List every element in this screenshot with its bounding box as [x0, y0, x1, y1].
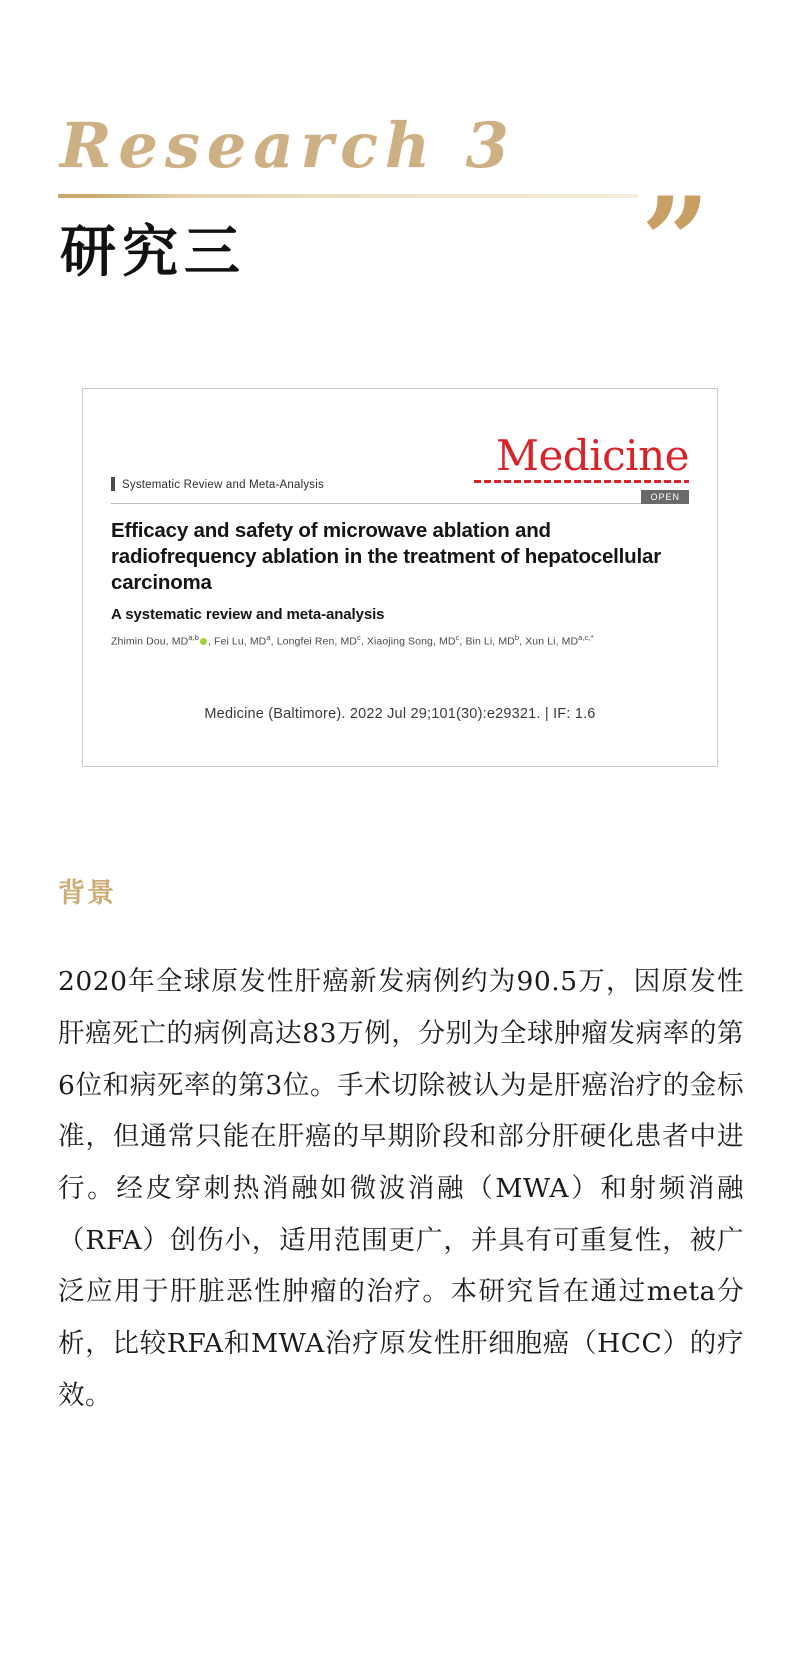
- medicine-wordmark: Medicine: [495, 431, 689, 480]
- author-affil-2: a: [266, 632, 271, 642]
- article-citation: Medicine (Baltimore). 2022 Jul 29;101(30):e29321. | IF: 1.6: [204, 706, 596, 723]
- orcid-icon: [200, 638, 207, 645]
- section-accent-bar: [111, 477, 115, 491]
- author-name-3: , Longfei Ren, MD: [270, 635, 357, 648]
- article-title: Efficacy and safety of microwave ablation and radiofrequency ablation in the treatment of hepatocellular carcinoma: [111, 519, 661, 595]
- background-paragraph: 2020年全球原发性肝癌新发病例约为90.5万，因原发性肝癌死亡的病例高达83万例，分别为全球肿瘤发病率的第6位和病死率的第3位。手术切除被认为是肝癌治疗的金标准，但通常只能在肝癌的早期阶段和部分肝硬化患者中进行。经皮穿刺热消融如微波消融（MWA）和射频消融（RFA）创伤小，适用范围更广，并具有可重复性，被广泛应用于肝脏恶性肿瘤的治疗。本研究旨在通过meta分析，比较RFA和MWA治疗原发性肝细胞癌（HCC）的疗效。: [58, 966, 744, 1411]
- article-section-row: [111, 477, 441, 491]
- open-access-badge: OPEN: [641, 490, 689, 504]
- author-name-1: Zhimin Dou, MD: [111, 635, 189, 648]
- background-section: [0, 767, 800, 1421]
- author-name-4: , Xiaojing Song, MD: [360, 635, 456, 648]
- article-section-label: Systematic Review and Meta-Analysis: [122, 479, 324, 491]
- page-title: 研究三: [60, 219, 246, 286]
- author-name-2: , Fei Lu, MD: [207, 635, 267, 648]
- author-affil-5: b: [514, 632, 520, 642]
- poster-header: [0, 0, 800, 312]
- author-affil-4: c: [455, 632, 460, 642]
- author-name-5: , Bin Li, MD: [459, 635, 515, 648]
- author-affil-1: a,b: [188, 632, 199, 642]
- journal-card-top: [111, 413, 689, 502]
- quote-mark-icon: ”: [640, 171, 704, 312]
- article-subtitle: A systematic review and meta-analysis: [111, 605, 385, 623]
- medicine-logo: [474, 431, 689, 505]
- article-authors: [111, 633, 689, 649]
- research-script-title: Research 3: [60, 109, 516, 182]
- author-affil-3: c: [356, 632, 361, 642]
- journal-article-card: [82, 388, 718, 767]
- author-affil-6: a,c,*: [578, 632, 594, 642]
- author-name-6: , Xun Li, MD: [519, 635, 579, 648]
- journal-card-wrapper: [0, 388, 800, 767]
- background-heading: 背景: [58, 878, 116, 910]
- gold-divider: [58, 194, 638, 198]
